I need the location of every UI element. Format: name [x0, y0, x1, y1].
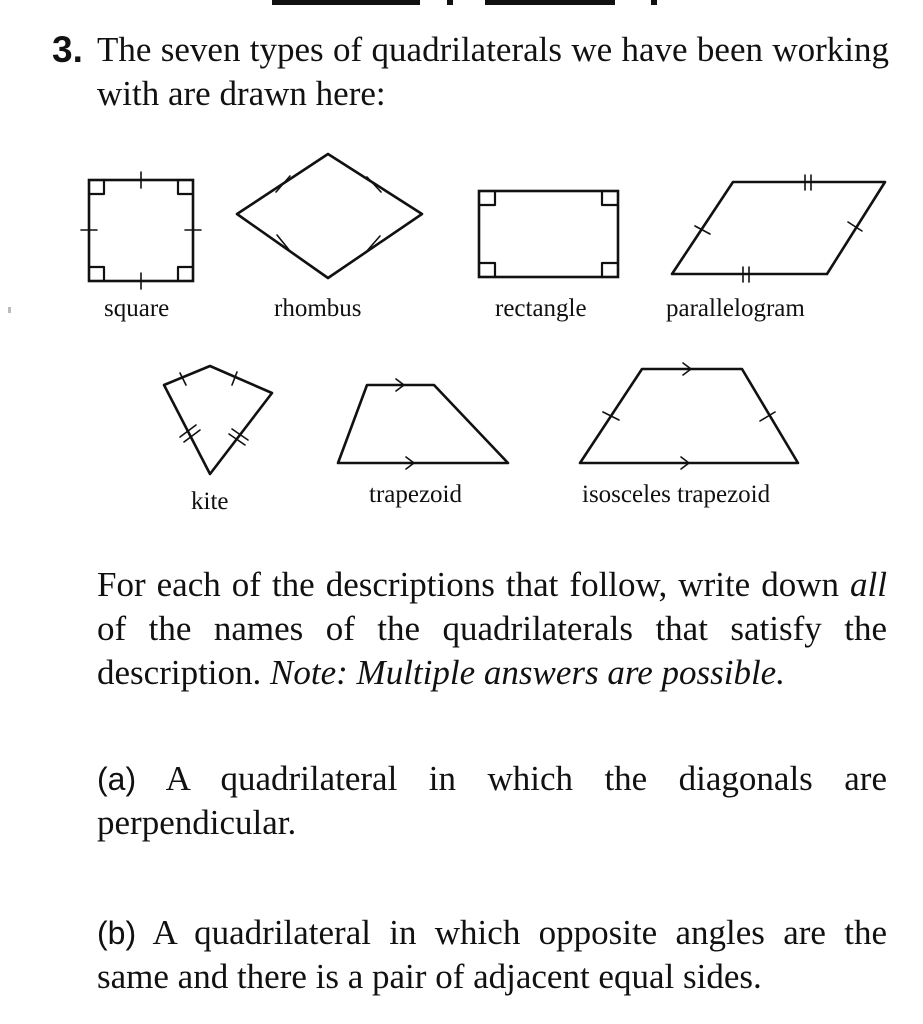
square-figure	[81, 172, 201, 289]
instructions-text: For each of the descriptions that follow, write down	[97, 565, 840, 604]
kite-label: kite	[191, 488, 229, 515]
rectangle-figure	[479, 191, 618, 277]
instructions-text-continued: of the names of the quadrilaterals that satisfy the description.	[97, 609, 887, 692]
part-b-text: A quadrilateral in which opposite angles are the same and there is a pair of adjacent equal sides.	[97, 913, 887, 996]
part-a	[97, 757, 887, 845]
problem-number: 3.	[52, 29, 83, 70]
trapezoid-label: trapezoid	[369, 481, 463, 508]
square-label: square	[104, 295, 170, 322]
instructions-note: Note: Multiple answers are possible.	[270, 653, 785, 692]
part-b-label: (b)	[97, 915, 137, 951]
part-b	[97, 911, 887, 999]
rhombus-figure	[237, 154, 422, 278]
kite-figure	[164, 366, 272, 474]
parallelogram-label: parallelogram	[666, 295, 805, 322]
rhombus-label: rhombus	[274, 295, 362, 322]
trapezoid-figure	[338, 379, 508, 469]
isosceles-trapezoid-label: isosceles trapezoid	[582, 481, 771, 508]
isosceles-trapezoid-figure	[580, 363, 798, 469]
part-a-label: (a)	[97, 761, 137, 797]
instructions-paragraph	[97, 563, 887, 695]
rectangle-label: rectangle	[495, 295, 587, 322]
problem-stem: The seven types of quadrilaterals we have been working with are drawn here:	[97, 30, 889, 113]
parallelogram-figure	[672, 175, 885, 282]
instructions-emphasis: all	[850, 565, 887, 604]
part-a-text: A quadrilateral in which the diagonals are perpendicular.	[97, 759, 887, 842]
